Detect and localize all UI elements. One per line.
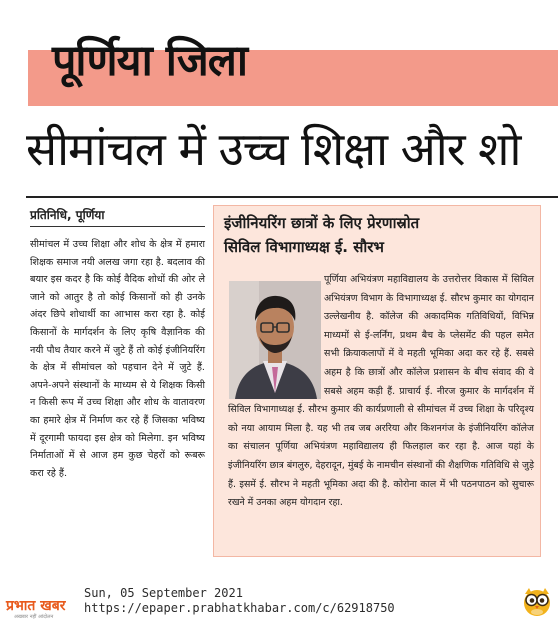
logo-tagline: अखबार नहीं आंदोलन xyxy=(14,614,54,620)
publisher-logo xyxy=(6,596,78,618)
logo-text: प्रभात खबर xyxy=(6,598,66,614)
epaper-link[interactable]: https://epaper.prabhatkhabar.com/c/62918750 xyxy=(84,601,395,615)
profile-body xyxy=(228,271,534,513)
publication-date: Sun, 05 September 2021 xyxy=(84,586,243,600)
headline-divider xyxy=(26,196,558,198)
section-title: पूर्णिया जिला xyxy=(52,36,248,86)
page-headline: सीमांचल में उच्च शिक्षा और शो xyxy=(26,122,521,176)
article-body: सीमांचल में उच्च शिक्षा और शोध के क्षेत्र में हमारा शिक्षक समाज नयी अलख जगा रहा है. बदलाव की बयार इस कदर है कि कोई वैदिक शोधों की ओर ले जाने को आतुर है तो कोई किसानों को ही उनके अंदर छिपे शोधार्थी का आभास करा रहा है. कोई किसानों के मार्गदर्शन के लिए कृषि वैज्ञानिक की नयी पौध तैयार करने में जुटे हैं तो कोई इंजीनियरिंग के क्षेत्र में सीमांचल को पहचान देने में जुटे हैं. अपने-अपने संस्थानों के माध्यम से ये शिक्षक किसी न किसी रूप में उच्च शिक्षा और शोध के वातावरण का हमारे क्षेत्र में निर्माण कर रहे हैं जिसका भविष्य में दूरगामी फायदा इस क्षेत्र को मिलेगा. इन भविष्य निर्माताओं में से आज हम कुछ चेहरों को रूबरू करा रहे हैं. xyxy=(30,239,205,479)
owl-mascot-icon[interactable] xyxy=(520,584,554,618)
photo-spacer xyxy=(228,271,324,399)
profile-body-text: पूर्णिया अभियंत्रण महाविद्यालय के उत्तरोत्तर विकास में सिविल अभियंत्रण विभाग के विभागाध्यक्ष ई. सौरभ कुमार का योगदान उल्लेखनीय है. कॉलेज की अकादमिक गतिविधियों, विभिन्न माध्यमों से ई-लर्निंग, प्रथम बैच के प्लेसमेंट की पहल समेत सभी क्रियाकलापों में वे महती भूमिका अदा कर रहे हैं. सबसे अहम है कि छात्रों और कॉलेज प्रशासन के बीच संवाद की वे सबसे अहम कड़ी हैं. प्राचार्य ई. नीरज कुमार के मार्गदर्शन में सिविल विभागाध्यक्ष ई. सौरभ कुमार की कार्यप्रणाली से सीमांचल में उच्च शिक्षा के परिदृश्य को नया आयाम मिला है. यह भी तब जब अररिया और किशनगंज के इंजीनियरिंग कॉलेज का संचालन पूर्णिया अभियंत्रण महाविद्यालय ही फिलहाल कर रहा है. आज यहां के इंजीनियरिंग छात्र बंगलुरु, देहरादून, मुंबई के नामचीन संस्थानों की शैक्षणिक गतिविधि से जुड़े हैं. इसमें ई. सौरभ ने महती भूमिका अदा की है. कोरोना काल में भी पठनपाठन को सुचारू रखने में उनका अहम योगदान रहा. xyxy=(228,274,534,509)
byline: प्रतिनिधि, पूर्णिया xyxy=(30,208,105,222)
profile-title-line-2: सिविल विभागाध्यक्ष ई. सौरभ xyxy=(224,238,384,256)
byline-divider xyxy=(30,226,205,227)
profile-title-line-1: इंजीनियरिंग छात्रों के लिए प्रेरणास्रोत xyxy=(224,214,420,232)
profile-title xyxy=(224,211,536,259)
